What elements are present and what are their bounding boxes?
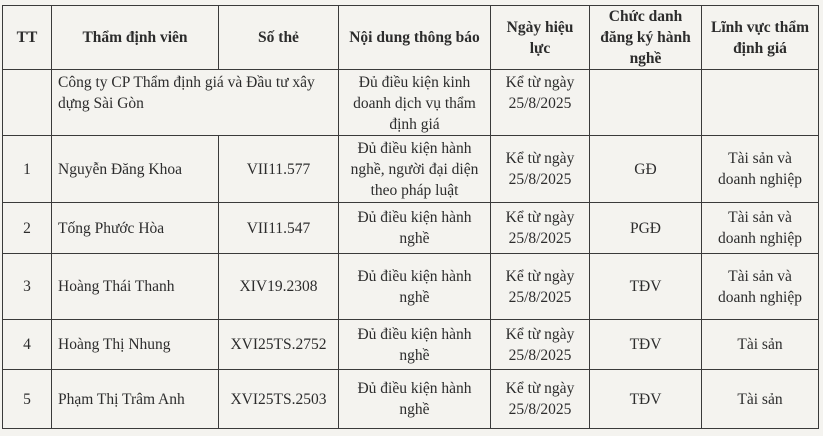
row-effective-date: Kể từ ngày 25/8/2025 (491, 254, 590, 320)
row-position: TĐV (590, 370, 702, 429)
row-position: TĐV (590, 254, 702, 320)
company-field (702, 70, 819, 136)
row-appraiser-name: Phạm Thị Trâm Anh (52, 370, 219, 429)
row-appraiser-name: Hoàng Thị Nhung (52, 320, 219, 370)
row-appraiser-name: Hoàng Thái Thanh (52, 254, 219, 320)
header-notice-content: Nội dung thông báo (339, 6, 491, 70)
company-row (3, 70, 819, 136)
row-card-number: VII11.577 (219, 136, 339, 203)
row-effective-date: Kể từ ngày 25/8/2025 (491, 320, 590, 370)
row-tt: 2 (3, 203, 52, 254)
row-effective-date: Kể từ ngày 25/8/2025 (491, 370, 590, 429)
table-row (3, 254, 819, 320)
header-field: Lĩnh vực thẩm định giá (702, 6, 819, 70)
row-position: TĐV (590, 320, 702, 370)
row-effective-date: Kể từ ngày 25/8/2025 (491, 136, 590, 203)
header-tt: TT (3, 6, 52, 70)
row-position: PGĐ (590, 203, 702, 254)
row-field: Tài sản (702, 370, 819, 429)
row-tt: 3 (3, 254, 52, 320)
table-row (3, 320, 819, 370)
row-tt: 5 (3, 370, 52, 429)
row-notice-content: Đủ điều kiện hành nghề (339, 370, 491, 429)
row-field: Tài sản (702, 320, 819, 370)
row-card-number: XVI25TS.2752 (219, 320, 339, 370)
header-row (3, 6, 819, 70)
appraiser-table (2, 5, 819, 429)
header-card-number: Số thẻ (219, 6, 339, 70)
row-card-number: XVI25TS.2503 (219, 370, 339, 429)
row-notice-content: Đủ điều kiện hành nghề (339, 203, 491, 254)
row-card-number: VII11.547 (219, 203, 339, 254)
company-position (590, 70, 702, 136)
row-appraiser-name: Nguyễn Đăng Khoa (52, 136, 219, 203)
company-effective-date: Kể từ ngày 25/8/2025 (491, 70, 590, 136)
row-notice-content: Đủ điều kiện hành nghề, người đại diện theo pháp luật (339, 136, 491, 203)
table-row (3, 370, 819, 429)
row-notice-content: Đủ điều kiện hành nghề (339, 254, 491, 320)
row-appraiser-name: Tống Phước Hòa (52, 203, 219, 254)
header-effective-date: Ngày hiệu lực (491, 6, 590, 70)
company-name: Công ty CP Thẩm định giá và Đầu tư xây dựng Sài Gòn (52, 70, 339, 136)
header-position: Chức danh đăng ký hành nghề (590, 6, 702, 70)
row-tt: 1 (3, 136, 52, 203)
row-field: Tài sản và doanh nghiệp (702, 203, 819, 254)
company-notice-content: Đủ điều kiện kinh doanh dịch vụ thẩm định giá (339, 70, 491, 136)
row-field: Tài sản và doanh nghiệp (702, 136, 819, 203)
row-tt: 4 (3, 320, 52, 370)
row-position: GĐ (590, 136, 702, 203)
row-card-number: XIV19.2308 (219, 254, 339, 320)
table-row (3, 203, 819, 254)
row-field: Tài sản và doanh nghiệp (702, 254, 819, 320)
header-appraiser: Thẩm định viên (52, 6, 219, 70)
company-tt-cell (3, 70, 52, 136)
row-notice-content: Đủ điều kiện hành nghề (339, 320, 491, 370)
row-effective-date: Kể từ ngày 25/8/2025 (491, 203, 590, 254)
table-row (3, 136, 819, 203)
